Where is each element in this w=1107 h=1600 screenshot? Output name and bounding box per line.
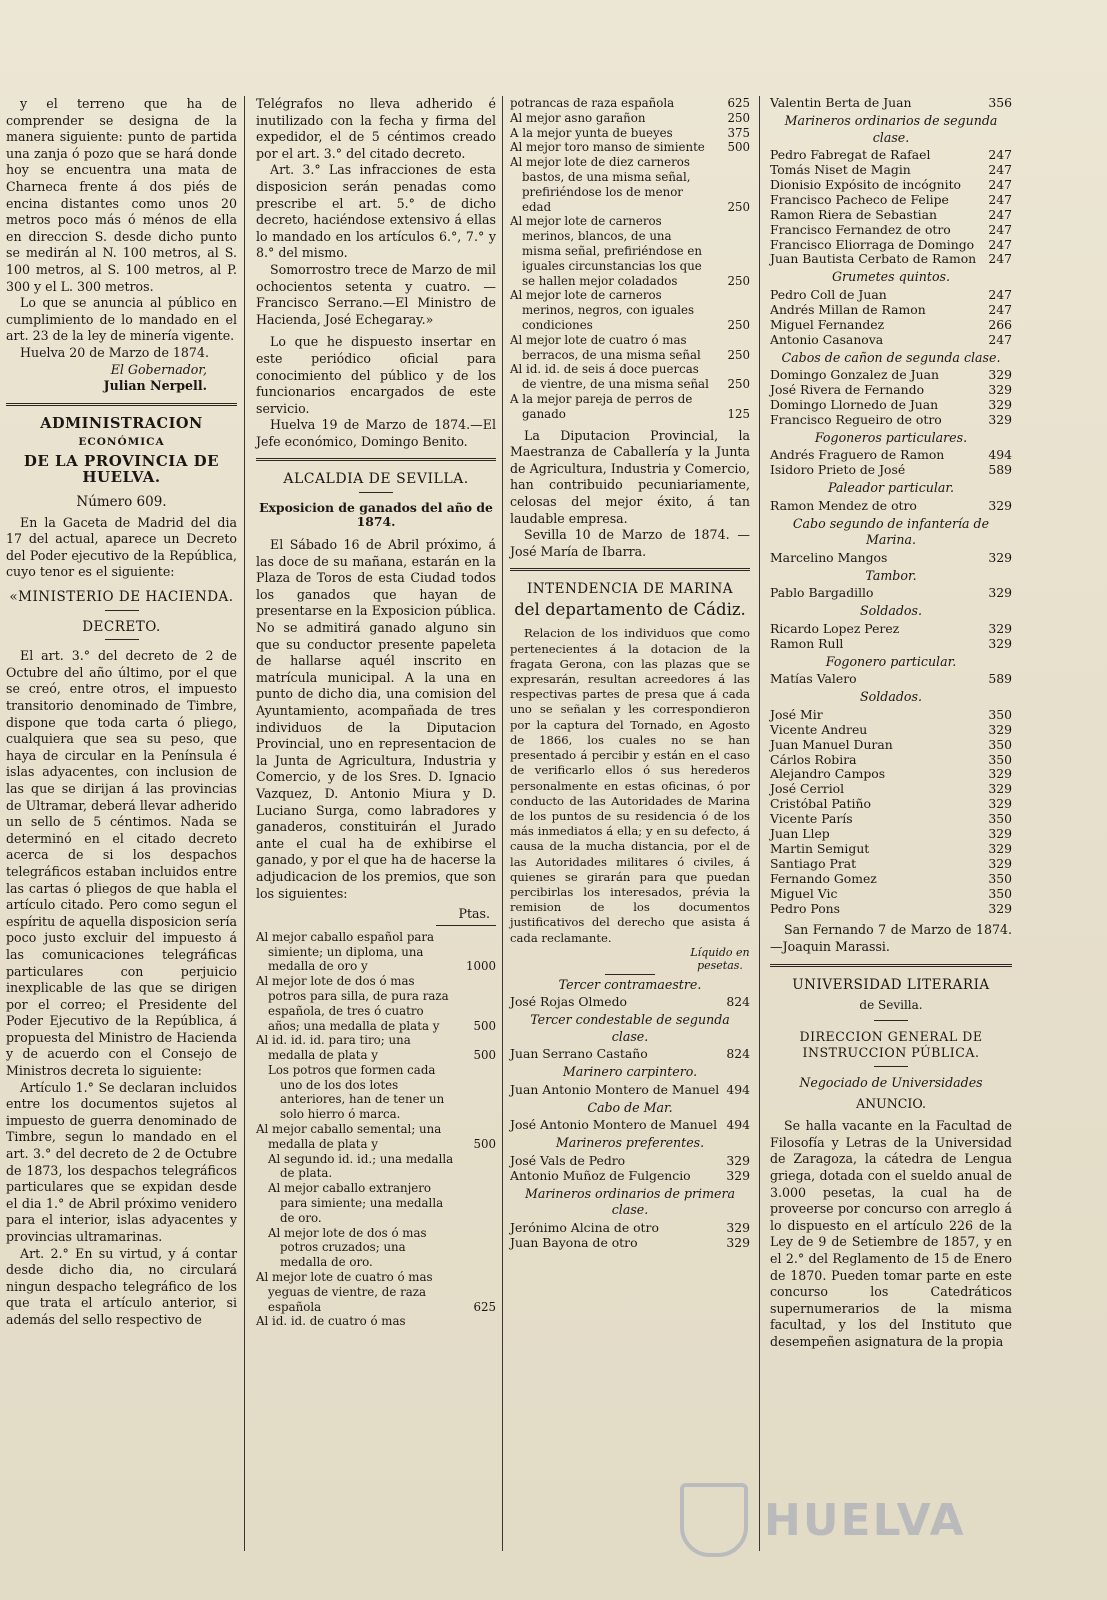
mining-notice-announce: Lo que se anuncia al público en cumplimiento de lo mandado en el art. 23 de la ley de minería vigente. [6,295,237,344]
rank-heading: Marinero carpintero. [562,1064,698,1080]
prize-description: Al mejor asno garañon [510,110,646,125]
decree-heading: DECRETO. [82,618,161,635]
crew-row [770,857,1012,872]
crew-amount: 329 [988,855,1012,871]
prize-amount: 250 [727,199,750,214]
signature-name: Julian Nerpell. [103,378,207,394]
crew-row [770,586,1012,601]
prize-amount: 250 [727,273,750,288]
crew-amount: 350 [988,736,1012,752]
section-heading-province: DE LA PROVINCIA DE HUELVA. [23,451,220,487]
section-subheading: de Sevilla. [859,998,923,1013]
prize-amount: 500 [473,1136,496,1151]
crew-name: Cárlos Robira [770,751,857,767]
column-4 [770,96,1012,1351]
prize-amount: 625 [727,96,750,110]
crew-amount: 329 [988,367,1012,383]
section-rule [770,964,1012,967]
crew-row [770,551,1012,566]
crew-amount: 329 [988,549,1012,565]
crew-name: Ramon Rull [770,635,844,651]
crew-name: José Rojas Olmedo [510,994,627,1010]
prize-share-intro: Relacion de los individuos que como pertenecientes á la dotacion de la fragata Gerona, con las plazas que se expresarán, resultan acreedores á las respectivas partes de presa que á cada uno se señalan y les correspondieron por la captura del Tornado, en Agosto de 1866, los cuales no se han presentado á percibir y están en el caso de verificarlo ellos ó sus herederos personalmente en estas oficinas, ó por conducto de las Autoridades de Marina de los puntos de su residencia ó de los más inmediatos á ella; y en su defecto, á causa de la mucha distancia, por el de las Autoridades militares ó civiles, á quienes se girarán para que puedan percibirlas los interesados, prévia la remision de los documentos justificativos del derecho que asista á cada reclamante. [510,626,750,945]
section-rule [6,403,237,406]
short-rule [105,610,139,611]
direction-heading: DIRECCION GENERAL DE INSTRUCCION PÚBLICA. [799,1028,983,1061]
crew-row [510,1118,750,1133]
crew-amount: 494 [726,1117,750,1133]
crew-name: Francisco Regueiro de otro [770,411,942,427]
crew-row [770,318,1012,333]
crew-row [770,872,1012,887]
crew-name: Andrés Fraguero de Ramon [770,447,945,463]
crew-row [770,842,1012,857]
crew-name: Domingo Llornedo de Juan [770,396,939,412]
crew-row [770,223,1012,238]
short-rule [105,639,139,640]
exhibition-title: Exposicion de ganados del año de 1874. [259,500,493,530]
crew-amount: 329 [726,1152,750,1168]
crew-row [510,1083,750,1098]
prize-amount: 250 [727,110,750,125]
rank-heading: Marineros preferentes. [555,1135,705,1151]
coat-of-arms-icon [680,1483,748,1557]
prize-amount: 250 [727,377,750,392]
crew-row [770,252,1012,267]
prize-amount: 500 [473,1048,496,1063]
crew-name: Juan Llep [770,826,830,842]
crew-amount: 350 [988,751,1012,767]
crew-row [510,1221,750,1236]
prize-description: Al segundo id. id.; una medalla de plata. [268,1151,454,1181]
prize-amount: 625 [473,1299,496,1314]
rank-heading: Fogonero particular. [825,653,957,669]
contributors-text: La Diputacion Provincial, la Maestranza de Caballería y la Junta de Agricultura, Industria y Comercio, han contribuido pecuniariamente, celosas del mejor éxito, á tan laudable empresa. [510,427,750,526]
exhibition-signature: Sevilla 10 de Marzo de 1874. —José María de Ibarra. [510,527,750,559]
crew-amount: 247 [988,147,1012,163]
crew-name: Vicente París [770,811,853,827]
crew-amount: 329 [988,721,1012,737]
insertion-date: Huelva 19 de Marzo de 1874.—El Jefe económico, Domingo Benito. [256,417,496,449]
marine-signature: San Fernando 7 de Marzo de 1874. —Joaquin Marassi. [770,922,1012,955]
prize-description: Al mejor caballo español para simiente; un diploma, una medalla de oro y [256,929,435,974]
prize-description: Al id. id. id. para tiro; una medalla de plata y [256,1033,411,1063]
section-heading: UNIVERSIDAD LITERARIA [792,976,990,993]
negociado-heading: Negociado de Universidades [799,1075,983,1091]
section-heading: ALCALDIA DE SEVILLA. [283,471,469,488]
pesetas-rule [436,925,496,926]
rank-heading: Tambor. [865,567,917,583]
crew-name: Cristóbal Patiño [770,796,871,812]
crew-row [510,995,750,1010]
prize-row [510,155,750,214]
crew-row [770,827,1012,842]
crew-row [770,398,1012,413]
prize-row [256,1122,496,1152]
prize-row [256,1181,496,1225]
decree-signature: Somorrostro trece de Marzo de mil ochocientos setenta y cuatro. —Francisco Serrano.—El Ministro de Hacienda, José Echegaray.» [256,261,496,327]
rank-heading: Tercer contramaestre. [558,976,702,992]
prize-amount: 500 [727,140,750,155]
prize-description: Al mejor lote de dos ó mas potros para silla, de pura raza española, de tres ó cuatro años; una medalla de plata y [256,974,449,1033]
rank-heading: Paleador particular. [827,480,955,496]
prize-row [510,392,750,422]
rank-heading: Tercer condestable de segunda clase. [530,1012,730,1044]
rank-heading: Marineros ordinarios de segunda clase. [784,112,998,145]
crew-name: Pablo Bargadillo [770,585,874,601]
rank-heading: Soldados. [860,689,922,705]
rank-heading: Cabos de cañon de segunda clase. [781,349,1001,365]
crew-amount: 329 [726,1234,750,1250]
crew-name: Antonio Casanova [770,331,884,347]
crew-name: Pedro Fabregat de Rafael [770,147,931,163]
crew-amount: 329 [988,766,1012,782]
crew-row [770,708,1012,723]
crew-name: Juan Serrano Castaño [510,1046,648,1062]
crew-amount: 589 [988,671,1012,687]
prize-row [510,333,750,363]
crew-name: Juan Bayona de otro [510,1234,638,1250]
crew-amount: 329 [988,382,1012,398]
prize-row [510,111,750,126]
crew-row [770,902,1012,917]
notice-number: Número 609. [76,494,167,511]
rank-heading: Grumetes quintos. [832,269,950,285]
crew-row [770,463,1012,478]
crew-name: Andrés Millan de Ramon [770,301,926,317]
crew-row [770,383,1012,398]
section-subheading: ECONÓMICA [78,436,165,449]
crew-amount: 356 [988,95,1012,110]
decree-article-3: Art. 3.° Las infracciones de esta disposicion serán penadas como prescribe el art. 5.° de dicho decreto, haciéndose extensivo á ellas lo mandado en los artículos 6.°, 7.° y 8.° del mismo. [256,162,496,261]
section-subheading: del departamento de Cádiz. [514,599,746,619]
prize-row [510,362,750,392]
crew-name: Juan Manuel Duran [770,736,893,752]
prize-row [510,96,750,111]
crew-amount: 350 [988,811,1012,827]
crew-amount: 329 [988,411,1012,427]
prize-row [256,974,496,1033]
crew-name: Vicente Andreu [770,721,868,737]
crew-row [770,637,1012,652]
crew-row [510,1236,750,1251]
crew-name: Francisco Pacheco de Felipe [770,191,949,207]
prize-description: Al mejor lote de cuatro ó mas yeguas de vientre, de raza española [256,1270,433,1314]
column-2 [256,96,496,1329]
short-rule [359,492,393,493]
crew-row [770,499,1012,514]
section-rule [256,458,496,461]
prize-description: A la mejor pareja de perros de ganado [510,391,693,421]
crew-amount: 329 [988,497,1012,513]
exhibition-text: El Sábado 16 de Abril próximo, á las doce de su mañana, estarán en la Plaza de Toros de esta Ciudad todos los ganados que hayan de presentarse en la Exposicion pública. No se admitirá ganado alguno sin que su conductor presente papeleta de hallarse aquél inscrito en matrícula municipal. A la una en punto de dicho dia, una comision del Ayuntamiento, acompañada de tres individuos de la Diputacion Provincial, uno en representacion de la Junta de Agricultura, Industria y Comercio, y de los Sres. D. Ignacio Vazquez, D. Antonio Miura y D. Luciano Surga, como labradores y ganaderos, constituirán el Jurado ante el cual ha de exhibirse el ganado, y por el que ha de hacerse la adjudicacion de los premios, que son los siguientes: [256,537,496,901]
prize-row [256,930,496,974]
prize-amount: 250 [727,347,750,362]
crew-row [510,1047,750,1062]
crew-name: Alejandro Campos [770,766,886,782]
crew-name: Isidoro Prieto de José [770,462,906,478]
prize-description: Al mejor caballo semental; una medalla de plata y [256,1122,442,1151]
crew-row [510,1154,750,1169]
crew-name: Ramon Mendez de otro [770,497,917,513]
prize-row [256,1270,496,1314]
crew-row [770,767,1012,782]
prize-description: Al mejor lote de dos ó mas potros cruzados; una medalla de oro. [268,1225,427,1270]
rank-heading: Fogoneros particulares. [814,429,968,445]
decree-article-1: Artículo 1.° Se declaran incluidos entre los documentos sujetos al impuesto de guerra denominado de Timbre, segun lo mandado en el art. 3.° del decreto de 2 de Octubre de 1873, los despachos telegráficos particulares que se expidan desde el dia 1.° de Abril próximo venidero para el interior, islas adyacentes y provincias ultramarinas. [6,1079,237,1244]
crew-name: José Antonio Montero de Manuel [510,1117,718,1133]
prize-description: Al mejor lote de diez carneros bastos, de una misma señal, prefiriéndose los de menor edad [510,155,691,214]
prize-description: Al mejor lote de cuatro ó mas berracos, de una misma señal [510,332,701,362]
crew-name: Santiago Prat [770,855,857,871]
crew-name: José Cerriol [770,781,845,797]
crew-amount: 247 [988,301,1012,317]
crew-amount: 350 [988,885,1012,901]
section-rule [510,568,750,571]
crew-row [770,887,1012,902]
crew-row [770,368,1012,383]
column-divider [244,96,245,1551]
crew-row [770,288,1012,303]
crew-amount: 247 [988,251,1012,267]
crew-amount: 329 [988,620,1012,636]
short-rule [605,974,655,975]
column-1 [6,96,237,1329]
crew-amount: 247 [988,206,1012,222]
crew-amount: 329 [988,840,1012,856]
crew-name: Jerónimo Alcina de otro [510,1219,659,1235]
prize-list-continued [510,96,750,422]
crew-amount: 494 [988,447,1012,463]
crew-name: Miguel Fernandez [770,316,885,332]
crew-name: Antonio Muñoz de Fulgencio [510,1167,691,1183]
prize-row [510,140,750,155]
mining-notice-text: y el terreno que ha de comprender se designa de la manera siguiente: punto de partida una zanja ó pozo que se hará donde hoy se encuentra una mata de Charneca frente á dos piés de encina distantes como unos 20 metros poco más ó ménos de ella en direccion S. desde dicho punto se medirán al N. 100 metros, al S. 100 metros, al S. 100 metros, al P. 300 y el L. 300 metros. [6,96,237,294]
liquid-pesetas-header: Líquido en pesetas. [690,945,750,972]
gazette-intro: En la Gaceta de Madrid del dia 17 del actual, aparece un Decreto del Poder ejecutivo de la República, cuyo tenor es el siguiente: [6,514,237,580]
crew-row [770,672,1012,687]
crew-amount: 350 [988,706,1012,722]
crew-name: Ramon Riera de Sebastian [770,206,938,222]
prize-description: Los potros que formen cada uno de los dos lotes anteriores, han de tener un solo hierro ó marca. [268,1062,445,1122]
decree-article-2: Art. 2.° En su virtud, y á contar desde dicho dia, no circulará ningun despacho telegráfico de los que trata el artículo anterior, si además del sello respectivo de [6,1245,237,1327]
crew-name: Valentin Berta de Juan [770,95,912,110]
pesetas-header: Ptas. [458,906,490,922]
crew-amount: 329 [988,781,1012,797]
prize-description: Al mejor lote de carneros merinos, negros, con iguales condiciones [510,288,695,332]
prize-description: Al mejor lote de carneros merinos, blancos, de una misma señal, prefiriéndose en iguales circunstancias los que se hallen mejor coladados [510,214,702,288]
prize-amount: 250 [727,317,750,332]
crew-amount: 824 [726,1046,750,1062]
crew-name: Fernando Gomez [770,870,877,886]
crew-row [770,303,1012,318]
archive-watermark [680,1482,1010,1558]
crew-name: Pedro Coll de Juan [770,286,887,302]
crew-amount: 329 [726,1167,750,1183]
column-3 [510,96,750,1251]
prize-description: Al mejor caballo extranjero para simiente; una medalla de oro. [268,1181,444,1225]
crew-amount: 247 [988,176,1012,192]
crew-name: Francisco Eliorraga de Domingo [770,236,975,252]
prize-description: A la mejor yunta de bueyes [510,125,673,140]
crew-row [770,178,1012,193]
prize-amount: 1000 [465,959,496,974]
section-heading: ADMINISTRACION [40,414,203,432]
prize-description: potrancas de raza española [510,96,675,110]
prize-row [256,1033,496,1063]
crew-row [770,797,1012,812]
prize-amount: 500 [473,1018,496,1033]
crew-row [770,738,1012,753]
column-divider [759,96,760,1551]
crew-amount: 247 [988,236,1012,252]
crew-name: José Mir [770,706,823,722]
decree-continuation: Telégrafos no lleva adherido é inutilizado con la fecha y firma del expedidor, el de 5 céntimos creado por el art. 3.° del citado decreto. [256,96,496,161]
vacancy-text: Se halla vacante en la Facultad de Filosofía y Letras de la Universidad de Zaragoza, la cátedra de Lengua griega, dotada con el sueldo anual de 3.000 pesetas, la cual ha de proveerse por concurso con arreglo á lo dispuesto en el artículo 226 de la Ley de 9 de Setiembre de 1857, y en el 2.° del Reglamento de 15 de Enero de 1870. Pueden tomar parte en este concurso los Catedráticos supernumerarios de la misma facultad, y los del Instituto que desempeñen asignatura de la propia [770,1118,1012,1349]
crew-row [770,96,1012,111]
crew-name: Marcelino Mangos [770,549,888,565]
prize-amount: 375 [727,125,750,140]
column-divider [502,96,503,1551]
crew-amount: 824 [726,994,750,1010]
crew-row [770,238,1012,253]
section-heading: INTENDENCIA DE MARINA [526,581,734,598]
crew-row [770,812,1012,827]
crew-row [770,333,1012,348]
crew-name: Juan Antonio Montero de Manuel [510,1081,720,1097]
rank-heading: Marineros ordinarios de primera clase. [524,1185,736,1218]
crew-name: Dionisio Expósito de incógnito [770,176,962,192]
crew-row [770,723,1012,738]
crew-amount: 329 [988,900,1012,916]
insertion-note: Lo que he dispuesto insertar en este periódico oficial para conocimiento del público y de los funcionarios encargados de este servicio. [256,334,496,416]
crew-amount: 589 [988,462,1012,478]
crew-amount: 329 [988,796,1012,812]
prize-row [256,1063,496,1122]
crew-amount: 247 [988,162,1012,177]
crew-amount: 329 [988,635,1012,651]
announcement-heading: ANUNCIO. [856,1095,926,1111]
decree-preamble: El art. 3.° del decreto de 2 de Octubre del año último, por el que se creó, entre otros, el impuesto transitorio denominado de Timbre, dispone que toda carta ó pliego, cualquiera que sea su peso, que haya de circular en la Península é islas adyacentes, con inclusion de las que se dirijan á las provincias de Ultramar, deberá llevar adherido un sello de 5 céntimos. Nada se determinó en el citado decreto acerca de si los despachos telegráficos estaban incluidos entre las cartas ó pliegos de que habla el artículo citado. Pero como segun el espíritu de aquella disposicion sería poco justo excluir del impuesto á las comunicaciones telegráficas particulares con perjuicio inexplicable de las que se dirigen por el correo; el Presidente del Poder Ejecutivo de la República, á propuesta del Ministro de Hacienda y de acuerdo con el Consejo de Ministros decreta lo siguiente: [6,648,237,1079]
crew-name: Domingo Gonzalez de Juan [770,367,939,383]
signature-title: El Gobernador, [110,361,207,377]
crew-row [770,193,1012,208]
prize-description: Al mejor toro manso de simiente [510,140,705,155]
crew-name: Ricardo Lopez Perez [770,620,900,636]
crew-row [770,413,1012,428]
prize-row [510,214,750,288]
crew-row [510,1169,750,1184]
prize-amount: 125 [727,406,750,421]
crew-name: Pedro Pons [770,900,840,916]
crew-amount: 329 [726,1219,750,1235]
crew-name: José Vals de Pedro [510,1152,626,1168]
crew-amount: 329 [988,396,1012,412]
crew-amount: 247 [988,221,1012,237]
crew-amount: 247 [988,286,1012,302]
prize-row [256,1226,496,1270]
crew-name: José Rivera de Fernando [770,382,925,398]
crew-amount: 329 [988,585,1012,601]
crew-row [770,622,1012,637]
crew-name: Miguel Vic [770,885,838,901]
crew-amount: 266 [988,316,1012,332]
prize-list [256,930,496,1330]
watermark-text: HUELVA [764,1494,966,1546]
short-rule [874,1066,908,1067]
prize-row [256,1314,496,1329]
mining-notice-date: Huelva 20 de Marzo de 1874. [20,344,209,360]
crew-name: Juan Bautista Cerbato de Ramon [770,251,977,267]
rank-heading: Cabo de Mar. [587,1099,673,1115]
crew-name: Martin Semigut [770,840,870,856]
prize-row [256,1152,496,1182]
short-rule [874,1020,908,1021]
prize-row [510,126,750,141]
rank-heading: Soldados. [860,603,922,619]
crew-row [770,448,1012,463]
prize-description: Al id. id. de seis á doce puercas de vientre, de una misma señal [510,362,709,392]
crew-row [770,753,1012,768]
crew-name: Tomás Niset de Magin [770,162,911,177]
crew-amount: 247 [988,191,1012,207]
crew-row [770,782,1012,797]
ministry-heading: «MINISTERIO DE HACIENDA. [9,589,234,606]
rank-heading: Cabo segundo de infantería de Marina. [792,515,990,548]
crew-amount: 247 [988,331,1012,347]
crew-row [770,163,1012,178]
crew-name: Matías Valero [770,671,857,687]
crew-row [770,148,1012,163]
crew-row [770,208,1012,223]
prize-description: Al id. id. de cuatro ó mas [256,1314,406,1329]
crew-amount: 350 [988,870,1012,886]
crew-amount: 329 [988,826,1012,842]
crew-amount: 494 [726,1081,750,1097]
crew-name: Francisco Fernandez de otro [770,221,951,237]
prize-row [510,288,750,332]
